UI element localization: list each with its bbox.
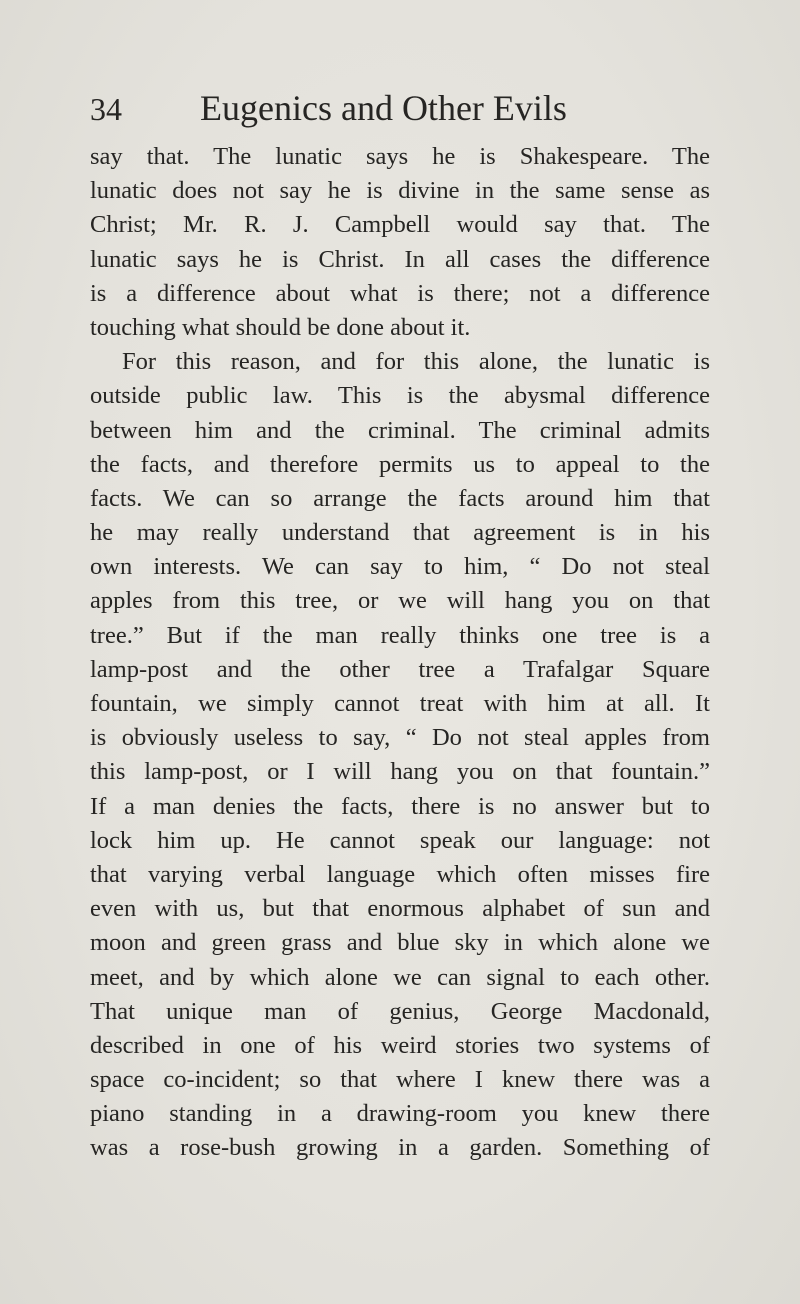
text-line: lunatic says he is Christ. In all cases the difference — [90, 245, 710, 273]
text-line: that varying verbal language which often misses fire — [90, 860, 710, 888]
text-line: lock him up. He cannot speak our language: not — [90, 826, 710, 854]
page-number: 34 — [90, 91, 122, 127]
running-title: Eugenics and Other Evils — [200, 88, 567, 128]
page-header — [90, 83, 730, 133]
text-line: If a man denies the facts, there is no answer but to — [90, 792, 710, 820]
text-line: apples from this tree, or we will hang you on that — [90, 587, 710, 615]
text-line: lunatic does not say he is divine in the same sense as — [90, 177, 710, 205]
text-line: he may really understand that agreement is in his — [90, 519, 710, 547]
text-line: space co-incident; so that where I knew there was a — [90, 1066, 710, 1094]
text-line: described in one of his weird stories two systems of — [90, 1031, 710, 1059]
text-line: moon and green grass and blue sky in which alone we — [90, 929, 710, 957]
text-line: fountain, we simply cannot treat with him at all. It — [90, 690, 710, 717]
text-line: this lamp-post, or I will hang you on that fountain.” — [90, 758, 710, 786]
text-line: outside public law. This is the abysmal difference — [90, 382, 710, 410]
text-line: even with us, but that enormous alphabet of sun and — [90, 895, 710, 923]
text-line: was a rose-bush growing in a garden. Something of — [90, 1134, 710, 1162]
text-line: meet, and by which alone we can signal to each other. — [90, 963, 710, 991]
text-line: say that. The lunatic says he is Shakespeare. The — [90, 143, 710, 170]
text-line: touching what should be done about it. — [90, 313, 471, 341]
text-line: tree.” But if the man really thinks one tree is a — [90, 621, 710, 649]
text-line: piano standing in a drawing-room you knew there — [90, 1100, 710, 1128]
text-line: own interests. We can say to him, “ Do not steal — [90, 553, 710, 581]
text-line: That unique man of genius, George Macdonald, — [90, 997, 710, 1025]
body-text — [90, 140, 710, 1166]
text-line: Christ; Mr. R. J. Campbell would say that. The — [90, 211, 710, 239]
text-line: the facts, and therefore permits us to appeal to the — [90, 450, 710, 478]
text-line: between him and the criminal. The criminal admits — [90, 416, 710, 444]
text-line: is obviously useless to say, “ Do not steal apples from — [90, 724, 710, 752]
text-line: For this reason, and for this alone, the lunatic is — [122, 348, 710, 376]
text-line: lamp-post and the other tree a Trafalgar Square — [90, 655, 710, 683]
text-line: is a difference about what is there; not a difference — [90, 279, 710, 307]
text-line: facts. We can so arrange the facts around him that — [90, 484, 710, 512]
